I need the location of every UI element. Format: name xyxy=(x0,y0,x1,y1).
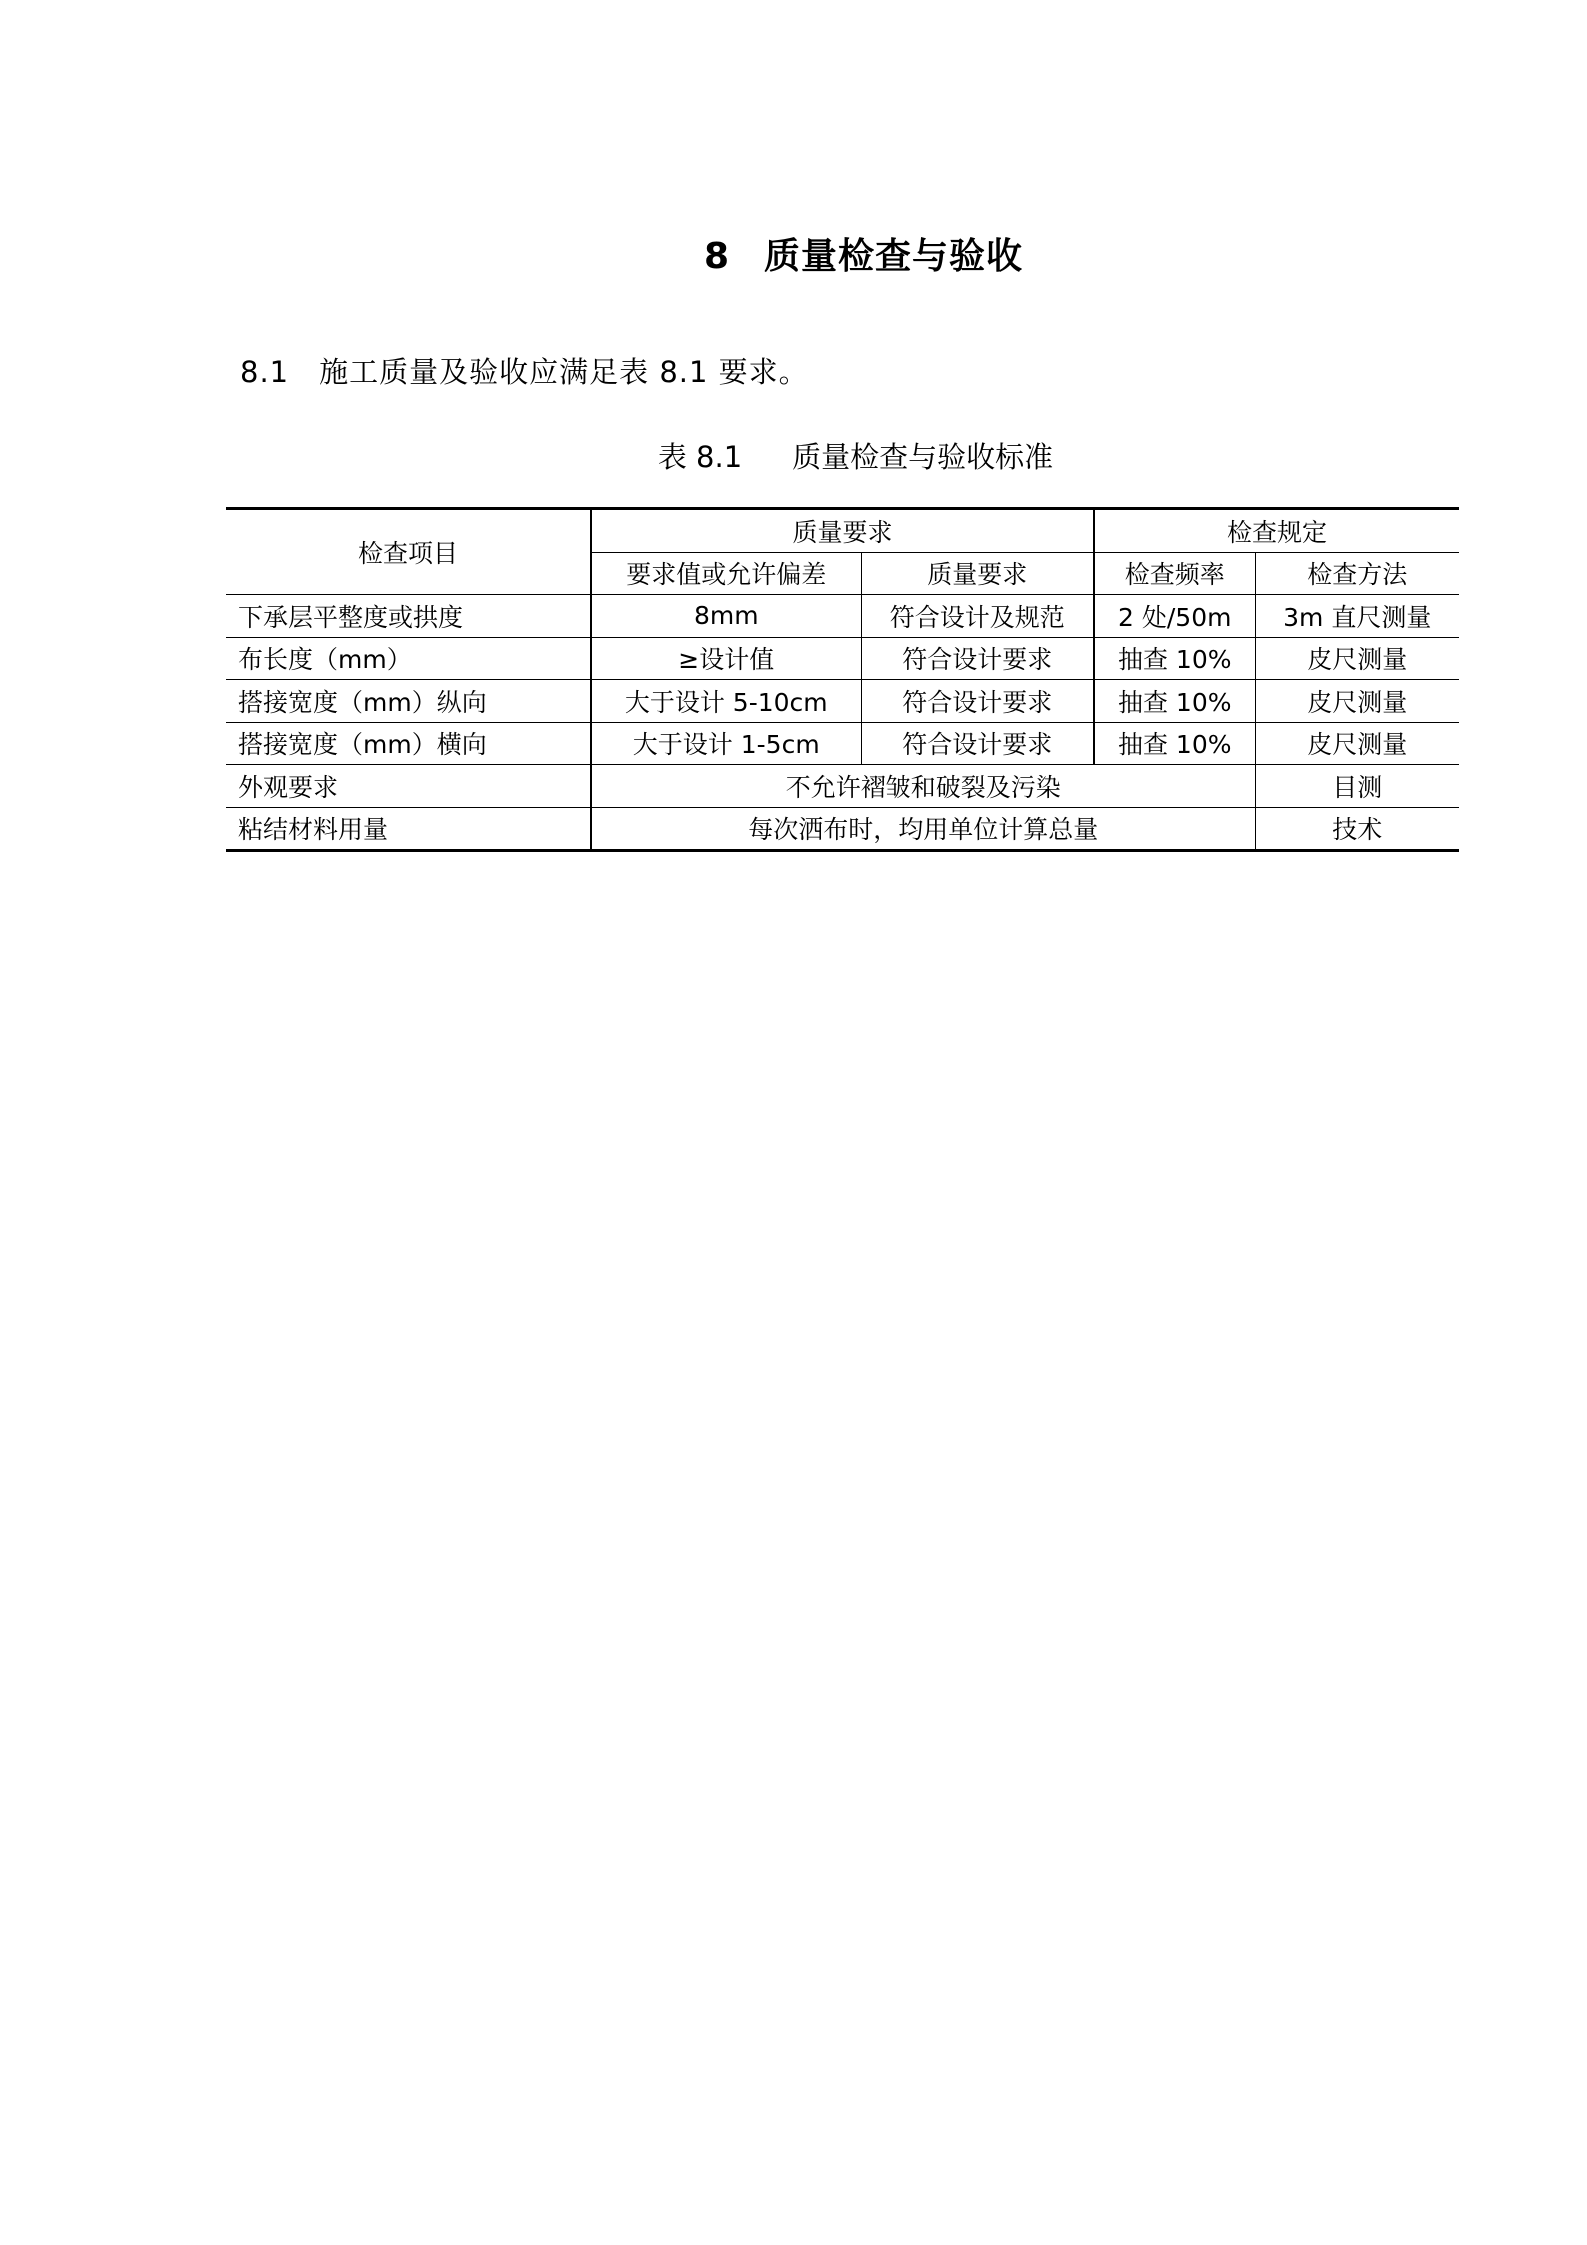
table-row xyxy=(226,637,1459,680)
table-title: 质量检查与验收标准 xyxy=(792,440,1054,474)
cell-quality: 符合设计要求 xyxy=(861,680,1094,723)
cell-item: 粘结材料用量 xyxy=(226,807,591,851)
cell-value: ≥设计值 xyxy=(591,637,861,680)
cell-frequency: 2 处/50m xyxy=(1094,595,1255,638)
header-quality-requirement: 质量要求 xyxy=(861,552,1094,595)
cell-item: 外观要求 xyxy=(226,765,591,808)
cell-method: 皮尺测量 xyxy=(1255,637,1459,680)
chapter-title xyxy=(0,228,1587,279)
header-frequency: 检查频率 xyxy=(1094,552,1255,595)
clause-8-1 xyxy=(240,350,809,391)
cell-value: 8mm xyxy=(591,595,861,638)
cell-quality: 符合设计要求 xyxy=(861,637,1094,680)
header-inspection-group: 检查规定 xyxy=(1094,509,1459,553)
table-row xyxy=(226,722,1459,765)
cell-item: 布长度（mm） xyxy=(226,637,591,680)
cell-merged-requirement: 不允许褶皱和破裂及污染 xyxy=(591,765,1255,808)
cell-frequency: 抽查 10% xyxy=(1094,722,1255,765)
clause-text: 施工质量及验收应满足表 8.1 要求。 xyxy=(319,355,809,389)
cell-method: 皮尺测量 xyxy=(1255,680,1459,723)
cell-item: 下承层平整度或拱度 xyxy=(226,595,591,638)
table-number: 表 8.1 xyxy=(657,440,743,474)
table-header-row xyxy=(226,509,1459,553)
cell-value: 大于设计 5-10cm xyxy=(591,680,861,723)
table-row xyxy=(226,765,1459,808)
clause-number: 8.1 xyxy=(240,355,290,389)
table-row xyxy=(226,807,1459,851)
header-item: 检查项目 xyxy=(226,509,591,595)
header-method: 检查方法 xyxy=(1255,552,1459,595)
cell-method: 技术 xyxy=(1255,807,1459,851)
cell-merged-requirement: 每次洒布时，均用单位计算总量 xyxy=(591,807,1255,851)
cell-method: 皮尺测量 xyxy=(1255,722,1459,765)
chapter-number: 8 xyxy=(703,236,731,277)
table-row xyxy=(226,595,1459,638)
header-required-value: 要求值或允许偏差 xyxy=(591,552,861,595)
cell-method: 3m 直尺测量 xyxy=(1255,595,1459,638)
header-quality-group: 质量要求 xyxy=(591,509,1094,553)
quality-inspection-table xyxy=(226,507,1459,852)
cell-frequency: 抽查 10% xyxy=(1094,680,1255,723)
cell-quality: 符合设计及规范 xyxy=(861,595,1094,638)
cell-quality: 符合设计要求 xyxy=(861,722,1094,765)
cell-item: 搭接宽度（mm）纵向 xyxy=(226,680,591,723)
cell-item: 搭接宽度（mm）横向 xyxy=(226,722,591,765)
chapter-heading: 质量检查与验收 xyxy=(764,236,1024,277)
cell-value: 大于设计 1-5cm xyxy=(591,722,861,765)
cell-method: 目测 xyxy=(1255,765,1459,808)
table-caption xyxy=(0,435,1587,476)
cell-frequency: 抽查 10% xyxy=(1094,637,1255,680)
table-row xyxy=(226,680,1459,723)
